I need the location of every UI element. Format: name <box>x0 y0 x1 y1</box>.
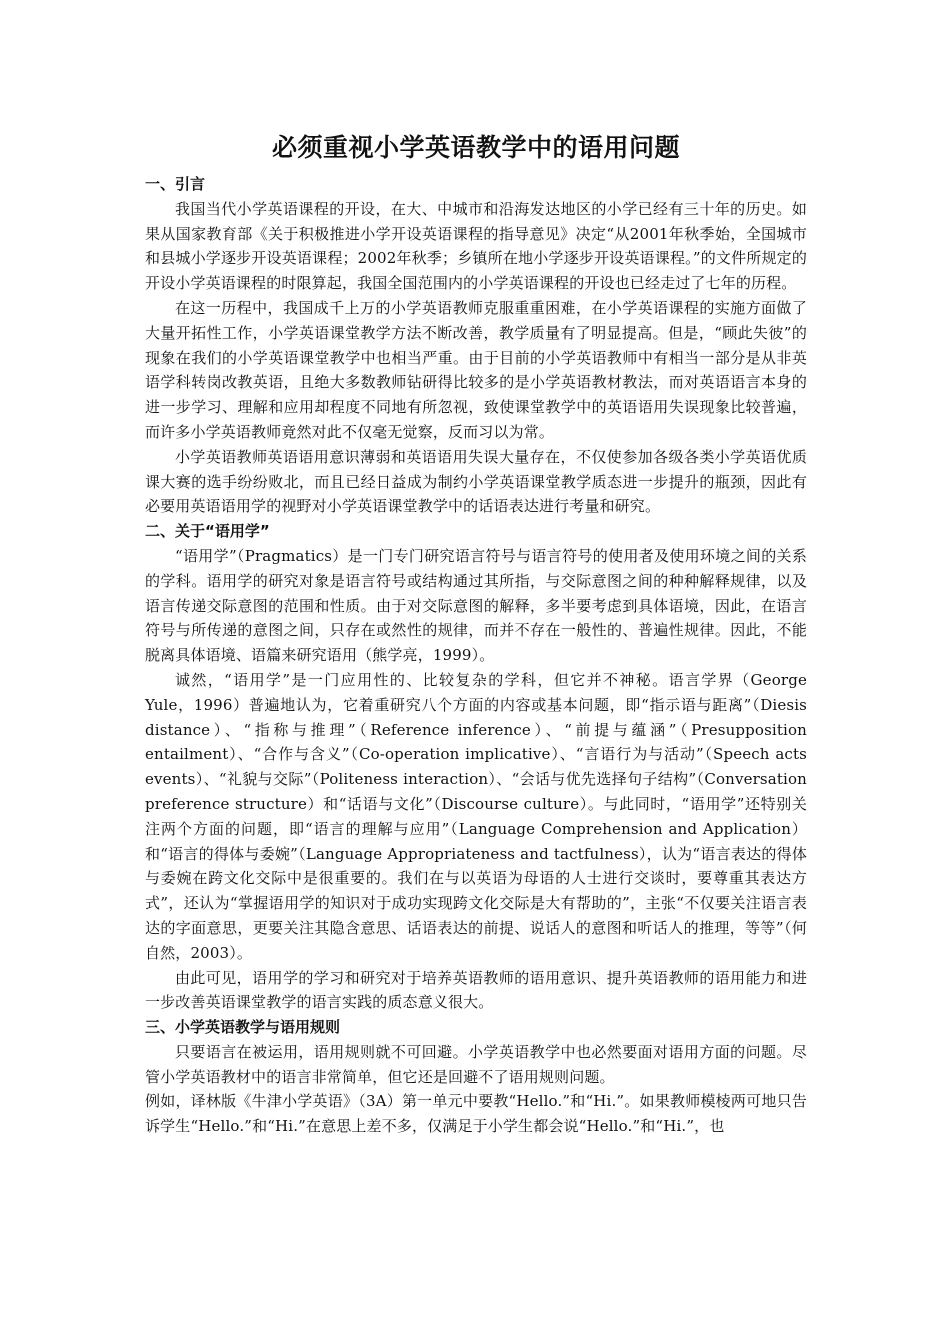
section-pragmatics <box>145 519 807 1015</box>
section-teaching-rules <box>145 1015 807 1139</box>
paragraph: 只要语言在被运用，语用规则就不可回避。小学英语教学中也必然要面对语用方面的问题。尽管小学英语教材中的语言非常简单，但它还是回避不了语用规则问题。 <box>145 1042 807 1086</box>
paragraph: 在这一历程中，我国成千上万的小学英语教师克服重重困难，在小学英语课程的实施方面做了大量开拓性工作，小学英语课堂教学方法不断改善，教学质量有了明显提高。但是，“顾此失彼”的现象在我们的小学英语课堂教学中也相当严重。由于目前的小学英语教师中有相当一部分是从非英语学科转岗改教英语，且绝大多数教师钻研得比较多的是小学英语教材教法，而对英语语言本身的进一步学习、理解和应用却程度不同地有所忽视，致使课堂教学中的英语语用失误现象比较普遍，而许多小学英语教师竟然对此不仅毫无觉察，反而习以为常。 <box>145 298 807 441</box>
section-heading: 三、小学英语教学与语用规则 <box>145 1018 341 1037</box>
paragraph-example: 例如，译林版《牛津小学英语》（3A）第一单元中要教“Hello.”和“Hi.”。如果教师模棱两可地只告诉学生“Hello.”和“Hi.”在意思上差不多，仅满足于小学生都会说“Hello.”和“Hi.”，也 <box>145 1092 807 1136</box>
paragraph: 由此可见，语用学的学习和研究对于培养英语教师的语用意识、提升英语教师的语用能力和进一步改善英语课堂教学的语言实践的质态意义很大。 <box>145 968 807 1012</box>
paragraph: “语用学”（Pragmatics）是一门专门研究语言符号与语言符号的使用者及使用环境之间的关系的学科。语用学的研究对象是语言符号或结构通过其所指，与交际意图之间的种种解释规律，以及语言传递交际意图的范围和性质。由于对交际意图的解释，多半要考虑到具体语境，因此，在语言符号与所传递的意图之间，只存在或然性的规律，而并不存在一般性的、普遍性规律。因此，不能脱离具体语境、语篇来研究语用（熊学亮，1999）。 <box>145 546 807 665</box>
document-page <box>145 128 807 1139</box>
paragraph: 我国当代小学英语课程的开设，在大、中城市和沿海发达地区的小学已经有三十年的历史。如果从国家教育部《关于积极推进小学开设英语课程的指导意见》决定“从2001年秋季始，全国城市和县城小学逐步开设英语课程；2002年秋季；乡镇所在地小学逐步开设英语课程。”的文件所规定的开设小学英语课程的时限算起，我国全国范围内的小学英语课程的开设也已经走过了七年的历程。 <box>145 199 807 293</box>
paragraph: 诚然，“语用学”是一门应用性的、比较复杂的学科，但它并不神秘。语言学界（George Yule，1996）普遍地认为，它着重研究八个方面的内容或基本问题，即“指示语与距离”（Diesis distance）、“指称与推理”（Reference inference）、“前提与蕴涵”（Presupposition entailment）、“合作与含义”（Co-operation implicative）、“言语行为与活动”（Speech acts events）、“礼貌与交际”（Politeness interaction）、“会话与优先选择句子结构”（Conversation preference structure）和“话语与文化”（Discourse culture）。与此同时，“语用学”还特别关注两个方面的问题，即“语言的理解与应用”（Language Comprehension and Application）和“语言的得体与委婉”（Language Appropriateness and tactfulness），认为“语言表达的得体与委婉在跨文化交际中是很重要的。我们在与以英语为母语的人士进行交谈时，要尊重其表达方式”，还认为“掌握语用学的知识对于成功实现跨文化交际是大有帮助的”，主张“不仅要关注语言表达的字面意思，更要关注其隐含意思、话语表达的前提、说话人的意图和听话人的推理，等等”（何自然，2003）。 <box>145 670 807 962</box>
section-heading: 一、引言 <box>145 175 206 193</box>
section-introduction <box>145 172 807 519</box>
section-heading: 二、关于“语用学” <box>145 522 270 541</box>
paragraph: 小学英语教师英语语用意识薄弱和英语语用失误大量存在，不仅使参加各级各类小学英语优质课大赛的选手纷纷败北，而且已经日益成为制约小学英语课堂教学质态进一步提升的瓶颈，因此有必要用英语语用学的视野对小学英语课堂教学中的话语表达进行考量和研究。 <box>145 447 807 516</box>
document-title: 必须重视小学英语教学中的语用问题 <box>271 133 680 162</box>
